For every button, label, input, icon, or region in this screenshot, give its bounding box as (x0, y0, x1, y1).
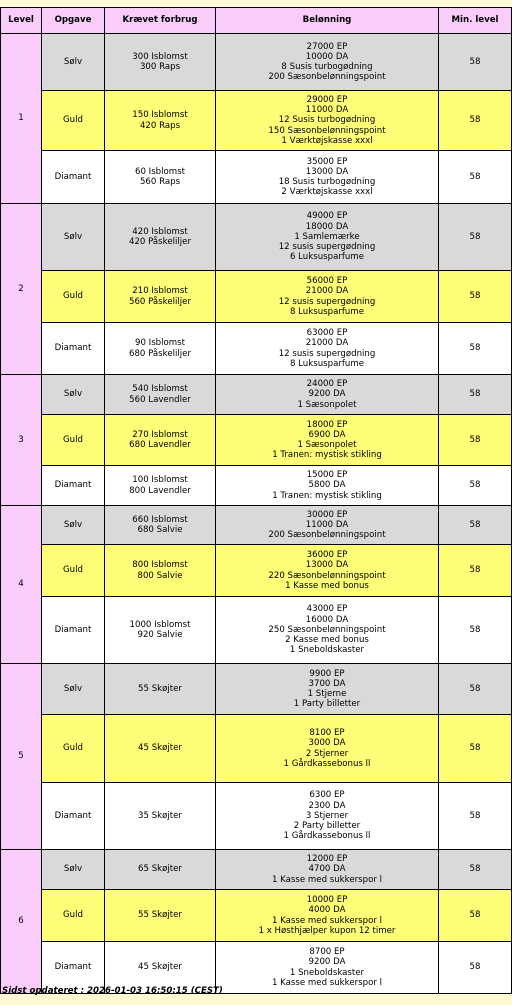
reward-line: 27000 EP (306, 41, 348, 52)
required-usage (105, 783, 216, 850)
required-usage (105, 597, 216, 664)
reward (216, 91, 439, 151)
required-usage (105, 466, 216, 506)
reward-line: 21000 DA (305, 286, 349, 297)
required-line: 45 Skøjter (138, 743, 182, 754)
required-usage (105, 415, 216, 466)
reward-line: 12 susis supergødning (278, 242, 376, 253)
reward-line: 35000 EP (306, 156, 348, 167)
task-name: Guld (42, 890, 105, 942)
reward-line: 18 Susis turbogødning (278, 177, 376, 187)
reward-line: 1 Sæsonpolet (297, 440, 357, 450)
reward (216, 850, 439, 890)
table-row (1, 783, 512, 850)
table-row (1, 375, 512, 415)
reward-line: 3 Stjerner (305, 810, 349, 821)
reward (216, 664, 439, 715)
reward-line: 9200 DA (308, 957, 346, 968)
reward-line: 1 Party billetter (293, 699, 361, 710)
reward-line: 30000 EP (306, 509, 348, 520)
required-usage (105, 271, 216, 323)
table-row (1, 506, 512, 545)
reward (216, 942, 439, 994)
required-line: 680 Lavendler (129, 440, 191, 450)
header-min-level[interactable]: Min. level (439, 8, 512, 34)
required-line: 270 Isblomst (132, 429, 188, 440)
reward-line: 1 Gårdkassebonus ll (283, 831, 371, 842)
reward-line: 8 Luksusparfume (289, 358, 365, 369)
min-level: 58 (439, 271, 512, 323)
required-usage (105, 545, 216, 597)
reward-line: 1 Samlemærke (294, 231, 360, 242)
reward (216, 715, 439, 783)
required-usage (105, 715, 216, 783)
required-usage (105, 91, 216, 151)
required-line: 660 Isblomst (132, 514, 188, 525)
reward-line: 2 Party billetter (293, 821, 361, 832)
header-kraevet-forbrug[interactable]: Krævet forbrug (105, 8, 216, 34)
reward-line: 9900 EP (309, 668, 345, 679)
reward-line: 200 Sæsonbelønningspoint (268, 72, 386, 83)
required-line: 45 Skøjter (138, 962, 182, 973)
reward-line: 6900 DA (308, 429, 346, 440)
reward-line: 1 Sæsonpolet (297, 399, 357, 410)
task-name: Sølv (42, 375, 105, 415)
required-line: 540 Isblomst (132, 384, 188, 395)
min-level: 58 (439, 506, 512, 545)
required-usage (105, 204, 216, 271)
required-line: 680 Påskeliljer (128, 348, 191, 359)
task-name: Sølv (42, 506, 105, 545)
reward-line: 1 Stjerne (307, 689, 347, 699)
min-level: 58 (439, 151, 512, 204)
reward-line: 6 Luksusparfume (289, 252, 365, 263)
reward-line: 3700 DA (308, 678, 346, 689)
required-line: 560 Påskeliljer (128, 296, 191, 307)
table-body (1, 34, 512, 994)
reward-line: 2 Kasse med bonus (285, 635, 369, 646)
reward-line: 8700 EP (309, 947, 345, 958)
required-line: 35 Skøjter (138, 810, 182, 821)
reward-line: 12 susis supergødning (278, 296, 376, 307)
reward-line: 36000 EP (306, 550, 348, 561)
reward-line: 56000 EP (306, 276, 348, 287)
reward-line: 29000 EP (306, 94, 348, 105)
reward-line: 1 Kasse med sukkerspor l (271, 915, 382, 926)
reward-line: 1 Tranen: mystisk stikling (272, 450, 382, 461)
reward-line: 1 x Høsthjælper kupon 12 timer (258, 925, 396, 936)
required-line: 210 Isblomst (132, 286, 188, 297)
min-level: 58 (439, 850, 512, 890)
level-cell: 3 (1, 375, 42, 506)
task-name: Sølv (42, 204, 105, 271)
required-line: 60 Isblomst (135, 166, 185, 177)
header-row (1, 8, 512, 34)
required-line: 920 Salvie (137, 630, 183, 640)
min-level: 58 (439, 545, 512, 597)
task-name: Guld (42, 715, 105, 783)
table-row (1, 415, 512, 466)
min-level: 58 (439, 323, 512, 375)
reward (216, 597, 439, 664)
task-name: Diamant (42, 151, 105, 204)
required-line: 300 Raps (139, 62, 181, 72)
table-row (1, 151, 512, 204)
min-level: 58 (439, 375, 512, 415)
required-line: 800 Lavendler (129, 485, 191, 496)
required-usage (105, 506, 216, 545)
required-line: 680 Salvie (137, 525, 183, 535)
level-cell: 6 (1, 850, 42, 994)
level-cell: 2 (1, 204, 42, 375)
reward-line: 12000 EP (306, 854, 348, 865)
table-row (1, 34, 512, 91)
reward-line: 16000 DA (305, 614, 349, 625)
table-row (1, 545, 512, 597)
required-line: 560 Lavendler (129, 394, 191, 405)
required-line: 300 Isblomst (132, 51, 188, 62)
task-name: Guld (42, 91, 105, 151)
reward (216, 204, 439, 271)
table-row (1, 664, 512, 715)
task-name: Diamant (42, 783, 105, 850)
required-line: 1000 Isblomst (129, 619, 191, 630)
reward-line: 2 Værktøjskasse xxxl (281, 187, 373, 198)
reward-line: 1 Sneboldskaster (289, 967, 365, 978)
required-line: 55 Skøjter (138, 683, 182, 694)
reward (216, 151, 439, 204)
reward-line: 250 Sæsonbelønningspoint (268, 624, 386, 635)
reward-line: 11000 DA (305, 519, 349, 530)
reward-line: 150 Sæsonbelønningspoint (268, 125, 386, 136)
table-row (1, 890, 512, 942)
task-name: Diamant (42, 942, 105, 994)
reward-line: 1 Kasse med sukkerspor l (271, 874, 382, 885)
reward-line: 24000 EP (306, 379, 348, 390)
reward-line: 1 Kasse med bonus (285, 580, 369, 591)
level-cell: 1 (1, 34, 42, 204)
required-line: 800 Salvie (137, 570, 183, 581)
min-level: 58 (439, 890, 512, 942)
reward-line: 1 Sneboldskaster (289, 645, 365, 656)
required-line: 90 Isblomst (135, 338, 185, 349)
header-opgave[interactable]: Opgave (42, 8, 105, 34)
reward-line: 2300 DA (308, 800, 346, 811)
required-usage (105, 34, 216, 91)
reward-line: 12 Susis turbogødning (278, 115, 376, 126)
reward (216, 271, 439, 323)
reward (216, 545, 439, 597)
table-row (1, 597, 512, 664)
reward-line: 43000 EP (306, 604, 348, 615)
table-row (1, 466, 512, 506)
reward-line: 1 Kasse med sukkerspor l (271, 977, 382, 988)
required-usage (105, 664, 216, 715)
required-usage (105, 375, 216, 415)
reward-line: 8 Susis turbogødning (281, 62, 373, 72)
reward (216, 783, 439, 850)
required-line: 800 Isblomst (132, 560, 188, 571)
reward-line: 2 Stjerner (305, 748, 349, 759)
min-level: 58 (439, 715, 512, 783)
reward-line: 15000 EP (306, 470, 348, 481)
reward-line: 1 Gårdkassebonus ll (283, 758, 371, 769)
table-row (1, 91, 512, 151)
reward-line: 12 susis supergødning (278, 348, 376, 359)
required-line: 100 Isblomst (132, 475, 188, 486)
reward-line: 49000 EP (306, 211, 348, 222)
reward-line: 1 Værktøjskasse xxxl (281, 135, 373, 146)
task-name: Guld (42, 415, 105, 466)
min-level: 58 (439, 204, 512, 271)
reward (216, 890, 439, 942)
reward-line: 8100 EP (309, 728, 345, 739)
min-level: 58 (439, 783, 512, 850)
table-row (1, 715, 512, 783)
table-row (1, 850, 512, 890)
task-name: Sølv (42, 850, 105, 890)
task-name: Diamant (42, 466, 105, 506)
header-level[interactable]: Level (1, 8, 42, 34)
reward-line: 200 Sæsonbelønningspoint (268, 530, 386, 541)
reward-line: 9200 DA (308, 389, 346, 400)
required-line: 560 Raps (139, 177, 181, 187)
reward-line: 5800 DA (308, 480, 346, 491)
reward-line: 8 Luksusparfume (289, 306, 365, 317)
min-level: 58 (439, 597, 512, 664)
required-line: 150 Isblomst (132, 110, 188, 121)
reward-line: 4700 DA (308, 864, 346, 875)
task-name: Guld (42, 271, 105, 323)
required-usage (105, 890, 216, 942)
required-line: 420 Isblomst (132, 226, 188, 237)
required-line: 420 Påskeliljer (128, 237, 191, 247)
task-name: Sølv (42, 34, 105, 91)
required-usage (105, 151, 216, 204)
reward (216, 34, 439, 91)
min-level: 58 (439, 415, 512, 466)
reward-line: 63000 EP (306, 328, 348, 339)
reward-line: 21000 DA (305, 338, 349, 349)
table-row (1, 271, 512, 323)
reward-line: 220 Sæsonbelønningspoint (268, 570, 386, 581)
task-name: Diamant (42, 597, 105, 664)
reward-line: 13000 DA (305, 166, 349, 177)
min-level: 58 (439, 466, 512, 506)
last-updated: Sidst opdateret : 2026-01-03 16:50:15 (CEST) (2, 986, 223, 996)
reward-line: 18000 DA (305, 221, 349, 232)
rewards-table (0, 7, 512, 994)
task-name: Guld (42, 545, 105, 597)
reward-line: 4000 DA (308, 905, 346, 916)
table-row (1, 323, 512, 375)
required-line: 65 Skøjter (138, 864, 182, 875)
reward-line: 10000 EP (306, 895, 348, 906)
min-level: 58 (439, 34, 512, 91)
reward-line: 11000 DA (305, 105, 349, 116)
task-name: Sølv (42, 664, 105, 715)
min-level: 58 (439, 91, 512, 151)
reward-line: 3000 DA (308, 738, 346, 749)
min-level: 58 (439, 664, 512, 715)
reward-line: 18000 EP (306, 419, 348, 430)
header-beloenning[interactable]: Belønning (216, 8, 439, 34)
required-line: 420 Raps (139, 120, 181, 131)
reward (216, 506, 439, 545)
reward (216, 466, 439, 506)
reward-line: 13000 DA (305, 560, 349, 571)
reward (216, 375, 439, 415)
task-name: Diamant (42, 323, 105, 375)
required-usage (105, 850, 216, 890)
required-usage (105, 323, 216, 375)
reward (216, 415, 439, 466)
required-line: 55 Skøjter (138, 910, 182, 921)
table-row (1, 204, 512, 271)
reward-line: 10000 DA (305, 51, 349, 62)
level-cell: 5 (1, 664, 42, 850)
reward (216, 323, 439, 375)
reward-line: 1 Tranen: mystisk stikling (272, 490, 382, 501)
min-level: 58 (439, 942, 512, 994)
reward-line: 6300 EP (309, 790, 345, 801)
level-cell: 4 (1, 506, 42, 664)
